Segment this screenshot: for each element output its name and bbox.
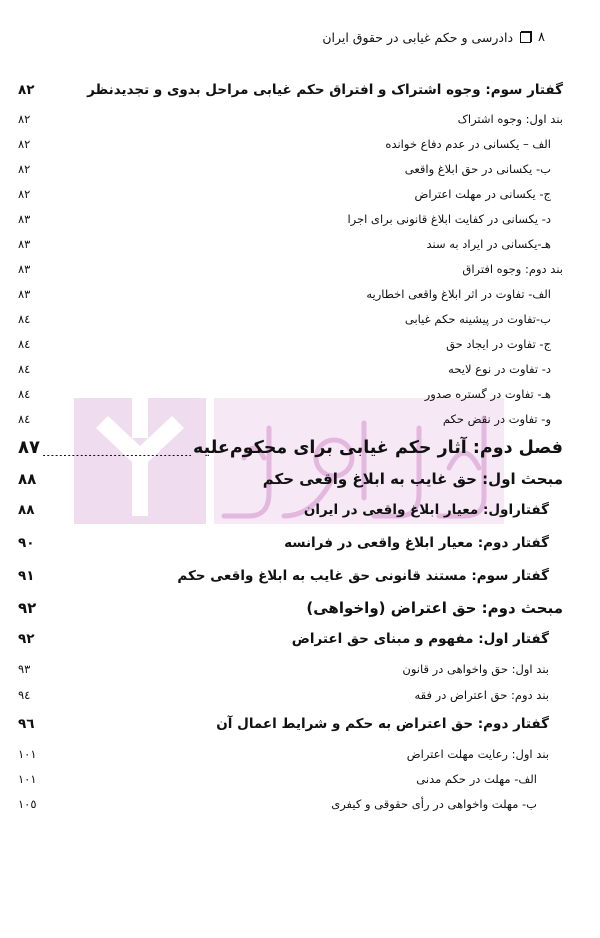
toc-entry[interactable]	[18, 382, 563, 407]
toc-entry-page: ۱۰۱	[18, 772, 37, 786]
dot-leader	[42, 438, 191, 456]
toc-entry-page: ۸۳	[18, 287, 31, 301]
dot-leader	[42, 569, 175, 583]
toc-entry-title: بند دوم: حق اعتراض در فقه	[414, 688, 549, 702]
toc-entry-page: ۹۳	[18, 662, 31, 676]
dot-leader	[42, 83, 85, 97]
toc-entry[interactable]	[18, 407, 563, 432]
toc-entry-page: ۸۷	[18, 437, 40, 458]
toc-entry-page: ۱۰۱	[18, 747, 37, 761]
toc-entry[interactable]	[18, 232, 563, 257]
toc-entry-page: ۸۲	[18, 82, 35, 98]
toc-entry[interactable]	[18, 741, 563, 767]
dot-leader	[42, 503, 302, 517]
toc-entry[interactable]	[18, 74, 563, 107]
dot-leader	[42, 773, 414, 785]
toc-entry[interactable]	[18, 708, 563, 741]
toc-entry[interactable]	[18, 656, 563, 682]
toc-entry[interactable]	[18, 357, 563, 382]
dot-leader	[42, 413, 441, 425]
dot-leader	[42, 798, 329, 810]
toc-entry-title: بند اول: رعایت مهلت اعتراض	[406, 747, 549, 761]
dot-leader	[42, 689, 413, 701]
toc-entry-page: ۸۳	[18, 212, 31, 226]
toc-entry-title: گفتار سوم: وجوه اشتراک و افتراق حکم غیابی مراحل بدوی و تجدیدنظر	[87, 82, 563, 98]
dot-leader	[42, 536, 282, 550]
book-title: دادرسی و حکم غیابی در حقوق ایران	[322, 30, 514, 45]
toc-entry[interactable]	[18, 307, 563, 332]
toc-entry-page: ۸٤	[18, 312, 31, 326]
toc-entry-page: ۸۲	[18, 112, 31, 126]
dot-leader	[42, 388, 423, 400]
toc-entry-title: هـ- تفاوت در گستره صدور	[424, 387, 551, 401]
dot-leader	[42, 338, 444, 350]
toc-entry-page: ۸٤	[18, 412, 31, 426]
table-of-contents	[18, 74, 563, 817]
dot-leader	[42, 717, 214, 731]
toc-entry-page: ۸۳	[18, 237, 31, 251]
toc-entry-title: الف- تفاوت در اثر ابلاغ واقعی اخطاریه	[366, 287, 551, 301]
toc-entry-title: بند اول: وجوه اشتراک	[457, 112, 563, 126]
dot-leader	[42, 600, 304, 615]
toc-entry[interactable]	[18, 792, 563, 817]
running-header	[322, 30, 545, 45]
toc-entry[interactable]	[18, 682, 563, 708]
dot-leader	[42, 163, 403, 175]
toc-entry[interactable]	[18, 494, 563, 527]
toc-entry-page: ۸۲	[18, 137, 31, 151]
dot-leader	[42, 263, 460, 275]
toc-entry-section[interactable]	[18, 593, 563, 623]
toc-entry[interactable]	[18, 132, 563, 157]
toc-entry[interactable]	[18, 767, 563, 792]
toc-entry-page: ۹۲	[18, 599, 37, 617]
toc-entry-page: ۹۱	[18, 568, 35, 584]
toc-entry[interactable]	[18, 560, 563, 593]
dot-leader	[42, 313, 403, 325]
toc-entry-title: ج- تفاوت در ایجاد حق	[446, 337, 551, 351]
dot-leader	[42, 471, 261, 486]
toc-entry-title: گفتار اول: مفهوم و مبنای حق اعتراض	[291, 631, 549, 647]
toc-entry-page: ۹۰	[18, 535, 35, 551]
toc-entry-title: بند اول: حق واخواهی در قانون	[402, 662, 549, 676]
dot-leader	[42, 238, 424, 250]
toc-entry-page: ۹۲	[18, 631, 35, 647]
toc-entry-title: ب-تفاوت در پیشینه حکم غیابی	[404, 312, 551, 326]
dot-leader	[42, 138, 383, 150]
toc-entry-page: ۸۸	[18, 470, 37, 488]
toc-entry-title: گفتار سوم: مستند قانونی حق غایب به ابلاغ واقعی حکم	[177, 568, 549, 584]
toc-entry-title: گفتار دوم: حق اعتراض به حکم و شرایط اعمال آن	[216, 716, 549, 732]
toc-entry-page: ۸۸	[18, 502, 35, 518]
toc-entry-page: ۸۲	[18, 162, 31, 176]
toc-entry-title: د- تفاوت در نوع لایحه	[448, 362, 551, 376]
dot-leader	[42, 663, 400, 675]
toc-entry-page: ۸۲	[18, 187, 31, 201]
toc-entry[interactable]	[18, 182, 563, 207]
dot-leader	[42, 748, 405, 760]
dot-leader	[42, 113, 456, 125]
dot-leader	[42, 188, 412, 200]
toc-entry-title: گفتار دوم: معیار ابلاغ واقعی در فرانسه	[284, 535, 549, 551]
toc-entry-section[interactable]	[18, 464, 563, 494]
toc-entry-page: ۹٤	[18, 688, 31, 702]
dot-leader	[42, 213, 345, 225]
dot-leader	[42, 288, 364, 300]
dot-leader	[42, 632, 290, 646]
toc-entry[interactable]	[18, 527, 563, 560]
page-number: ۸	[538, 30, 545, 45]
toc-entry-title: گفتاراول: معیار ابلاغ واقعی در ایران	[303, 502, 549, 518]
toc-entry[interactable]	[18, 157, 563, 182]
toc-entry-title: هـ-یکسانی در ایراد به سند	[426, 237, 551, 251]
toc-entry[interactable]	[18, 332, 563, 357]
toc-entry-title: ب- یکسانی در حق ابلاغ واقعی	[404, 162, 551, 176]
toc-entry-title: ب- مهلت واخواهی در رأی حقوقی و کیفری	[331, 797, 537, 811]
toc-entry-page: ۸۳	[18, 262, 31, 276]
toc-entry-title: الف- مهلت در حکم مدنی	[416, 772, 537, 786]
square-box-icon	[520, 32, 531, 43]
toc-entry[interactable]	[18, 207, 563, 232]
toc-entry-page: ۸٤	[18, 337, 31, 351]
toc-entry-title: ج- یکسانی در مهلت اعتراض	[414, 187, 551, 201]
toc-entry-title: مبحث دوم: حق اعتراض (واخواهی)	[306, 599, 563, 617]
dot-leader	[42, 363, 446, 375]
toc-entry-page: ۸٤	[18, 362, 31, 376]
toc-entry-page: ۱۰٥	[18, 797, 37, 811]
toc-entry-title: بند دوم: وجوه افتراق	[462, 262, 563, 276]
toc-entry-title: الف – یکسانی در عدم دفاع خوانده	[385, 137, 551, 151]
toc-entry[interactable]	[18, 107, 563, 132]
toc-entry-page: ۸٤	[18, 387, 31, 401]
toc-entry[interactable]	[18, 623, 563, 656]
toc-entry[interactable]	[18, 282, 563, 307]
toc-entry-title: مبحث اول: حق غایب به ابلاغ واقعی حکم	[262, 470, 563, 488]
toc-entry-page: ۹٦	[18, 716, 35, 732]
toc-entry-chapter[interactable]	[18, 432, 563, 464]
toc-entry[interactable]	[18, 257, 563, 282]
toc-entry-title: فصل دوم: آثار حکم غیابی برای محکوم‌علیه	[192, 438, 563, 458]
toc-entry-title: د- یکسانی در کفایت ابلاغ قانونی برای اجرا	[347, 212, 551, 226]
toc-entry-title: و- تفاوت در نقض حکم	[442, 412, 551, 426]
